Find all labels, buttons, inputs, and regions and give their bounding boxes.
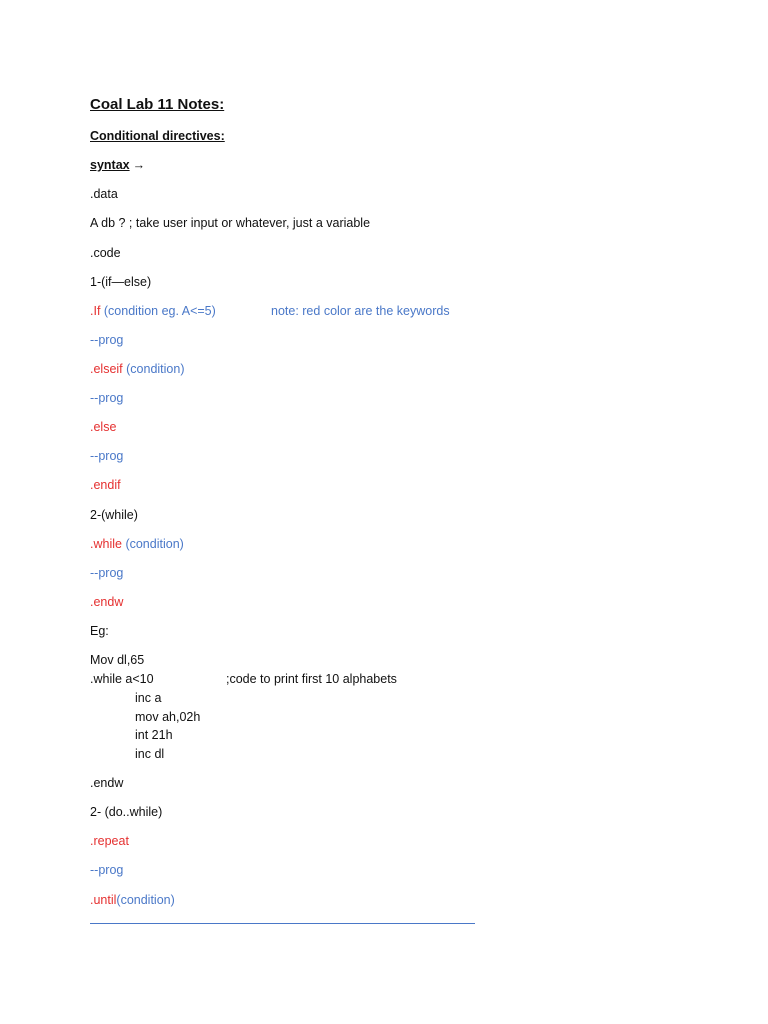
prog-placeholder-3: --prog bbox=[90, 449, 124, 463]
keyword-note: note: red color are the keywords bbox=[271, 304, 450, 318]
example-comment: ;code to print first 10 alphabets bbox=[226, 672, 397, 686]
code-directive: .code bbox=[90, 246, 121, 260]
else-keyword: .else bbox=[90, 420, 117, 434]
prog-placeholder-1: --prog bbox=[90, 333, 124, 347]
until-keyword: .until bbox=[90, 893, 117, 907]
example-while-line: .while a<10 bbox=[90, 672, 154, 686]
elseif-keyword: .elseif bbox=[90, 362, 123, 376]
until-line bbox=[90, 892, 175, 908]
syntax-label bbox=[90, 157, 145, 173]
prog-placeholder-5: --prog bbox=[90, 863, 124, 877]
do-while-heading: 2- (do..while) bbox=[90, 805, 163, 819]
section-heading: Conditional directives: bbox=[90, 129, 225, 143]
if-line bbox=[90, 303, 216, 319]
until-condition: (condition) bbox=[116, 893, 175, 907]
right-arrow-icon: → bbox=[132, 158, 146, 172]
repeat-keyword: .repeat bbox=[90, 834, 129, 848]
elseif-line bbox=[90, 361, 185, 377]
db-line: A db ? ; take user input or whatever, just a variable bbox=[90, 216, 371, 230]
example-endw: .endw bbox=[90, 776, 124, 790]
data-directive: .data bbox=[90, 187, 118, 201]
endw-keyword: .endw bbox=[90, 595, 124, 609]
page-title: Coal Lab 11 Notes: bbox=[90, 96, 225, 113]
prog-placeholder-2: --prog bbox=[90, 391, 124, 405]
horizontal-rule bbox=[90, 923, 475, 924]
example-int-21h: int 21h bbox=[135, 728, 173, 742]
example-inc-a: inc a bbox=[135, 691, 162, 705]
example-mov-ah: mov ah,02h bbox=[135, 710, 201, 724]
syntax-text: syntax bbox=[90, 158, 130, 172]
if-else-heading: 1-(if—else) bbox=[90, 275, 152, 289]
while-condition: (condition) bbox=[121, 537, 184, 551]
elseif-condition: (condition) bbox=[122, 362, 185, 376]
prog-placeholder-4: --prog bbox=[90, 566, 124, 580]
while-keyword: .while bbox=[90, 537, 122, 551]
while-line bbox=[90, 536, 184, 552]
example-label: Eg: bbox=[90, 624, 109, 638]
while-heading: 2-(while) bbox=[90, 508, 138, 522]
endif-keyword: .endif bbox=[90, 478, 121, 492]
example-mov-dl: Mov dl,65 bbox=[90, 653, 145, 667]
example-inc-dl: inc dl bbox=[135, 747, 165, 761]
if-keyword: .If bbox=[90, 304, 101, 318]
if-condition: (condition eg. A<=5) bbox=[100, 304, 216, 318]
